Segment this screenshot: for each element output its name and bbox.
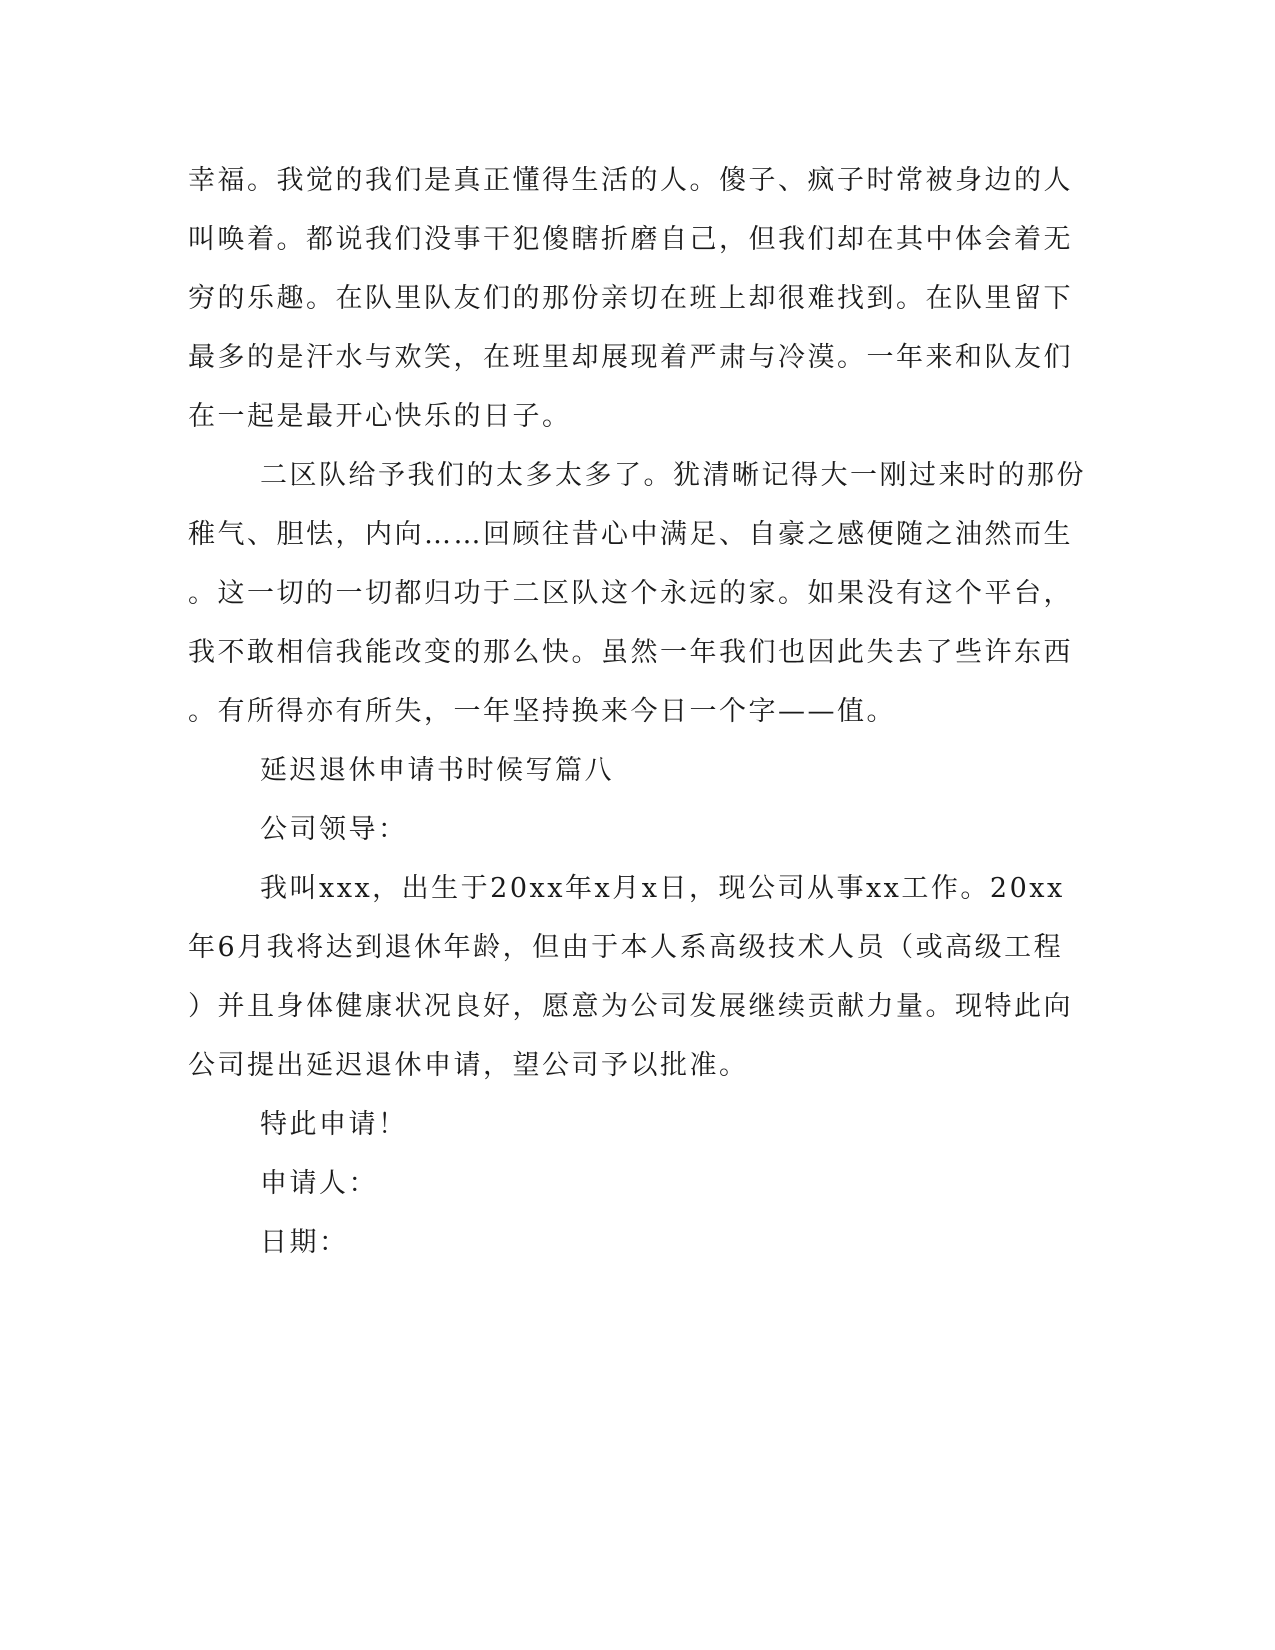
paragraph-line: 穷的乐趣。在队里队友们的那份亲切在班上却很难找到。在队里留下 <box>188 283 1073 314</box>
date-label: 日期： <box>260 1227 349 1258</box>
paragraph-line: 稚气、胆怯，内向……回顾往昔心中满足、自豪之感便随之油然而生 <box>188 519 1073 550</box>
salutation: 公司领导： <box>260 814 408 845</box>
paragraph-line: 最多的是汗水与欢笑，在班里却展现着严肃与冷漠。一年来和队友们 <box>188 342 1073 373</box>
paragraph-line: 二区队给予我们的太多太多了。犹清晰记得大一刚过来时的那份 <box>260 460 1086 491</box>
paragraph-line: 公司提出延迟退休申请，望公司予以批准。 <box>188 1050 749 1081</box>
paragraph-line: 叫唤着。都说我们没事干犯傻瞎折磨自己，但我们却在其中体会着无 <box>188 224 1073 255</box>
paragraph-line: 。有所得亦有所失，一年坚持换来今日一个字——值。 <box>188 696 896 727</box>
paragraph-line: 年6月我将达到退休年龄，但由于本人系高级技术人员（或高级工程 <box>188 932 1064 963</box>
paragraph-line: 我不敢相信我能改变的那么快。虽然一年我们也因此失去了些许东西 <box>188 637 1073 668</box>
closing: 特此申请！ <box>260 1109 408 1140</box>
applicant-label: 申请人： <box>260 1168 378 1199</box>
paragraph-line: 在一起是最开心快乐的日子。 <box>188 401 572 432</box>
paragraph-line: ）并且身体健康状况良好，愿意为公司发展继续贡献力量。现特此向 <box>188 991 1073 1022</box>
paragraph-line: 幸福。我觉的我们是真正懂得生活的人。傻子、疯子时常被身边的人 <box>188 165 1073 196</box>
section-title: 延迟退休申请书时候写篇八 <box>260 755 614 786</box>
paragraph-line: 。这一切的一切都归功于二区队这个永远的家。如果没有这个平台， <box>188 578 1073 609</box>
paragraph-line: 我叫xxx，出生于20xx年x月x日，现公司从事xx工作。20xx <box>260 873 1065 904</box>
